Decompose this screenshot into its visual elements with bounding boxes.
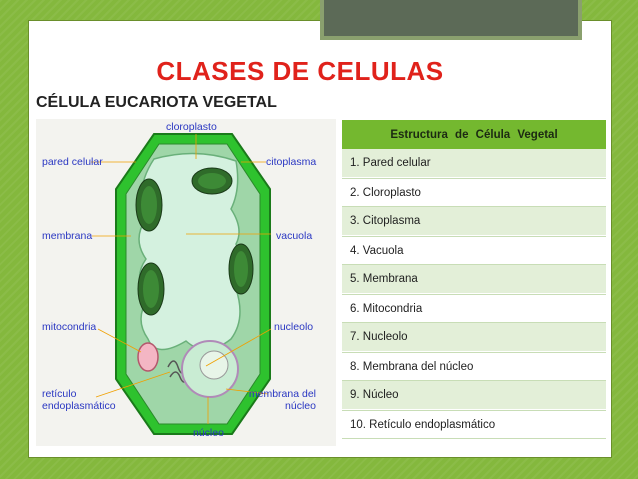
table-header: Estructura de Célula Vegetal — [342, 120, 606, 149]
table-row: 3. Citoplasma — [342, 207, 606, 236]
chloroplast-right — [229, 244, 253, 294]
label-nucleo: núcleo — [193, 427, 224, 439]
chloroplast-left — [136, 179, 162, 231]
label-pared-celular: pared celular — [42, 156, 103, 168]
table-row: 7. Nucleolo — [342, 323, 606, 352]
label-nucleolo: nucleolo — [274, 321, 314, 333]
table-row: 4. Vacuola — [342, 236, 606, 265]
table-row: 1. Pared celular — [342, 149, 606, 178]
label-membrana: membrana — [42, 230, 93, 242]
table-row: 2. Cloroplasto — [342, 178, 606, 207]
label-endoplasmatico: endoplasmático — [42, 400, 116, 412]
table-row: 10. Retículo endoplasmático — [342, 410, 606, 439]
table-row: 9. Núcleo — [342, 381, 606, 410]
chloroplast-top-right — [192, 168, 232, 194]
mitochondria-shape — [138, 343, 158, 371]
nucleolus-shape — [200, 351, 228, 379]
table-row: 6. Mitocondria — [342, 294, 606, 323]
chloroplast-bottom-left — [138, 263, 164, 315]
label-vacuola: vacuola — [276, 230, 313, 242]
label-membrana-del: membrana del — [248, 388, 316, 400]
label-mitocondria: mitocondria — [42, 321, 97, 333]
slide-header-tab — [320, 0, 582, 40]
plant-cell-diagram — [36, 119, 336, 446]
label-citoplasma: citoplasma — [266, 156, 317, 168]
subtitle: CÉLULA EUCARIOTA VEGETAL — [36, 94, 277, 111]
table-row: 8. Membrana del núcleo — [342, 352, 606, 381]
page-title: CLASES DE CELULAS — [156, 56, 444, 86]
label-cloroplasto: cloroplasto — [166, 121, 217, 133]
label-reticulo: retículo — [42, 388, 77, 400]
table-row: 5. Membrana — [342, 265, 606, 294]
label-membrana-nucleo: núcleo — [285, 400, 316, 412]
